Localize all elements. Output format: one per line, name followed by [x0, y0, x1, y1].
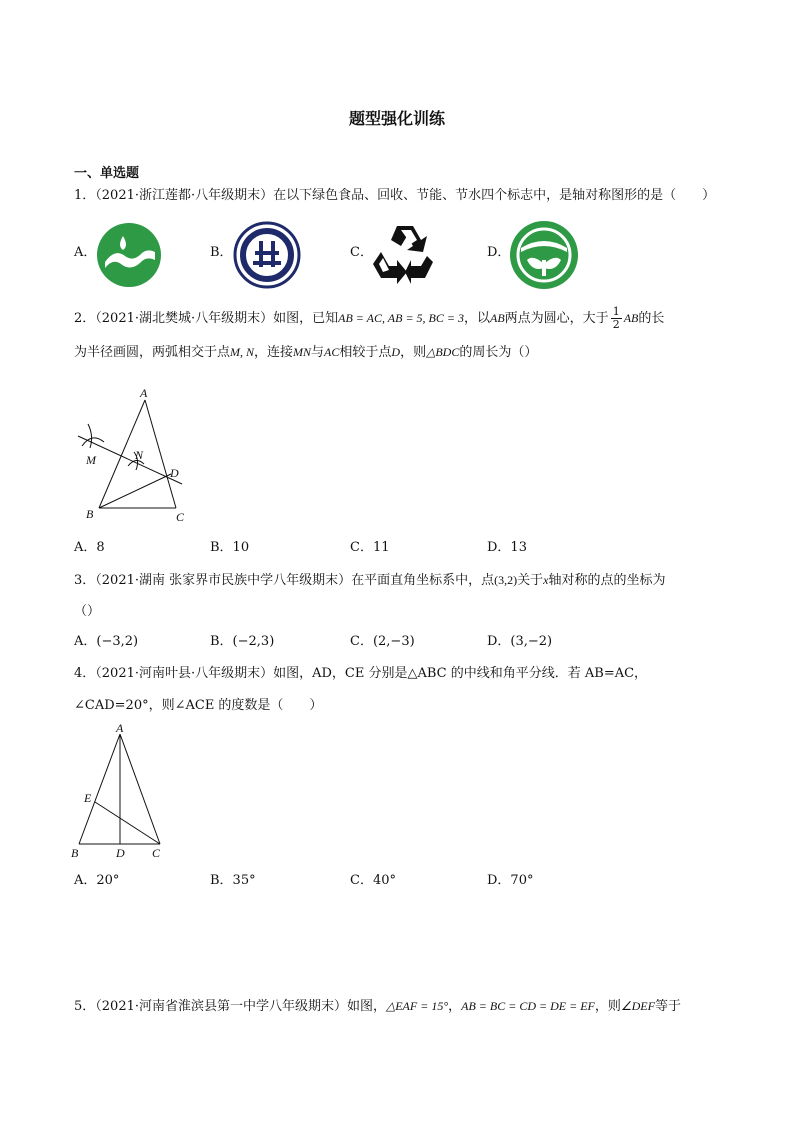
q2-fraction-den: 2: [612, 318, 620, 331]
q2-label-b: B: [86, 507, 94, 521]
q4-label-e: E: [84, 791, 92, 805]
q4-label-d: D: [116, 846, 125, 860]
q3-option-d: D．(3,−2): [487, 634, 553, 649]
question-4-line-1: 4．（2021·河南叶县·八年级期末）如图，AD，CE 分别是△ABC 的中线和角平分线．若 AB=AC，: [74, 666, 648, 681]
recycling-logo-icon: [233, 221, 301, 289]
q4-option-c: C．40°: [350, 873, 396, 888]
q2-text-3: 两点为圆心，大于: [504, 311, 609, 326]
q4-label-c: C: [152, 846, 161, 860]
q2-text-8: 相较于点: [339, 345, 392, 360]
q4-option-b: B．35°: [210, 873, 256, 888]
q2-mn-2: MN: [293, 345, 312, 359]
q1-option-a-label: A．: [74, 245, 97, 260]
q4-label-b: B: [71, 846, 79, 860]
q2-condition: AB = AC, AB = 5, BC = 3: [338, 311, 464, 325]
q3-option-a: A．(−3,2): [74, 634, 139, 649]
section-heading: 一、单选题: [74, 166, 140, 181]
q4-option-a: A．20°: [74, 873, 120, 888]
q5-text-3: ，则: [594, 999, 621, 1014]
q5-angle: △EAF = 15°: [386, 999, 449, 1013]
q2-option-c: C．11: [350, 540, 390, 555]
q3-point: (3,2): [494, 573, 518, 587]
q2-text-4: 的长: [638, 311, 665, 326]
q2-text-10: 的周长为（）: [459, 345, 538, 360]
q2-ac: AC: [324, 345, 340, 359]
q2-fraction: [611, 306, 622, 331]
q2-label-m: M: [86, 453, 96, 467]
q2-d: D: [391, 345, 401, 359]
q2-label-c: C: [176, 510, 185, 524]
q2-label-n: N: [135, 448, 144, 462]
q3-option-b: B．(−2,3): [210, 634, 275, 649]
question-3-line-1: [74, 571, 665, 590]
q2-text-7: 与: [311, 345, 325, 360]
q2-text-9: ，则: [400, 345, 427, 360]
q4-triangle-figure: [66, 720, 176, 862]
q1-option-d-label: D．: [487, 245, 511, 260]
q2-triangle: △BDC: [426, 345, 460, 359]
q3-text-2: 关于: [517, 573, 544, 588]
q2-mn: M, N: [230, 345, 255, 359]
q2-fraction-num: 1: [612, 305, 620, 318]
question-4-line-2: ∠CAD=20°，则∠ACE 的度数是（ ）: [74, 698, 323, 713]
water-saving-logo-icon: [509, 220, 579, 290]
q5-text-4: 等于: [654, 999, 681, 1014]
question-5-line-1: [74, 997, 681, 1016]
q5-equalities: AB = BC = CD = DE = EF: [461, 999, 595, 1013]
q5-target-angle: ∠DEF: [620, 999, 655, 1013]
q2-text-6: ，连接: [254, 345, 294, 360]
q3-option-c: C．(2,−3): [350, 634, 415, 649]
q2-triangle-figure: [70, 384, 200, 526]
green-food-logo-icon: [95, 222, 163, 288]
q3-text-1: 3．（2021·湖南 张家界市民族中学八年级期末）在平面直角坐标系中，点: [74, 573, 495, 588]
q2-text-1: 2．（2021·湖北樊城·八年级期末）如图，已知: [74, 311, 339, 326]
q3-text-3: 轴对称的点的坐标为: [548, 573, 666, 588]
q2-option-d: D．13: [487, 540, 527, 555]
q2-ab-1: AB: [490, 311, 505, 325]
q2-text-5: 为半径画圆，两弧相交于点: [74, 345, 231, 360]
question-2-line-1: [74, 306, 664, 331]
recycle-arrows-icon: [371, 222, 439, 286]
question-3-line-2: （）: [74, 604, 101, 619]
q5-text-1: 5．（2021·河南省淮滨县第一中学八年级期末）如图，: [74, 999, 386, 1014]
q2-option-b: B．10: [210, 540, 250, 555]
page-title: 题型强化训练: [348, 109, 445, 128]
q4-label-a: A: [116, 721, 124, 735]
question-1-text: 1．（2021·浙江莲都·八年级期末）在以下绿色食品、回收、节能、节水四个标志中，是轴对称图形的是（ ）: [74, 188, 716, 203]
q2-text-2: ，以: [463, 311, 490, 326]
question-2-line-2: [74, 343, 537, 362]
q2-option-a: A．8: [74, 540, 105, 555]
q4-option-d: D．70°: [487, 873, 534, 888]
q5-text-2: ，: [448, 999, 462, 1014]
q2-label-d: D: [170, 466, 179, 480]
q2-label-a: A: [140, 386, 148, 400]
q1-option-c-label: C．: [350, 245, 373, 260]
q2-ab-2: AB: [623, 311, 639, 325]
q3-axis: x: [543, 573, 549, 587]
q1-option-b-label: B．: [210, 245, 233, 260]
